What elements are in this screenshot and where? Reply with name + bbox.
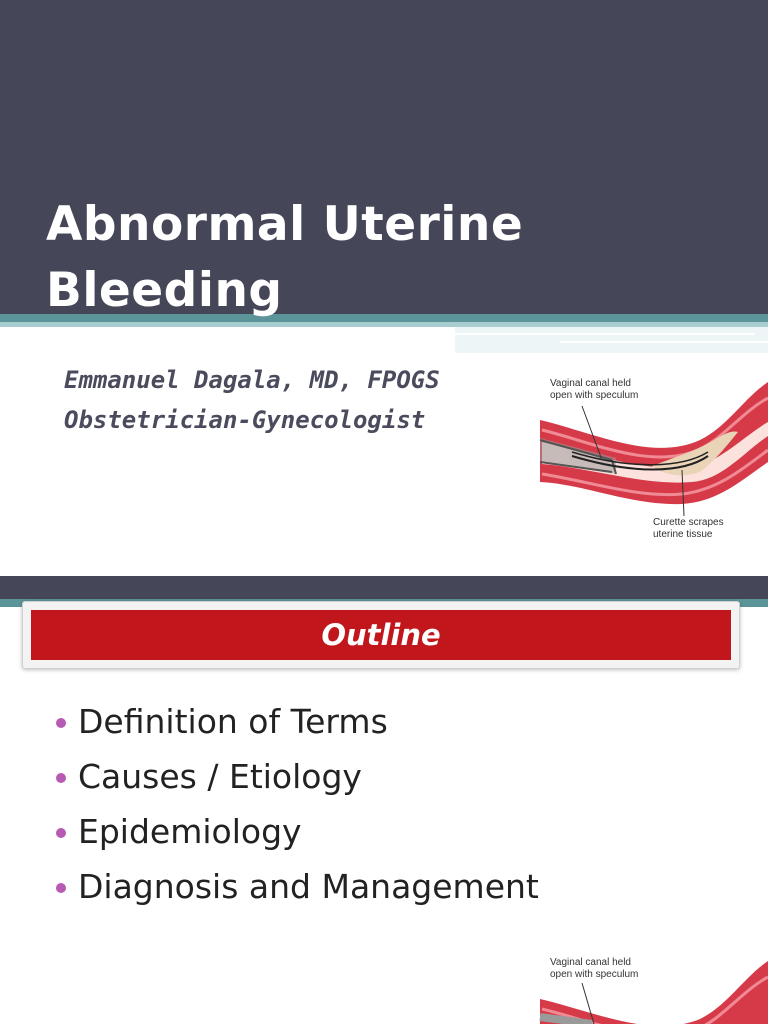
outline-slide — [0, 576, 768, 1024]
list-item: Causes / Etiology — [56, 749, 539, 804]
caption-speculum: Vaginal canal held open with speculum — [550, 957, 639, 980]
title-line-2: Bleeding — [46, 263, 283, 318]
bullet-icon — [56, 718, 66, 728]
decorative-line — [455, 333, 755, 335]
bullet-icon — [56, 883, 66, 893]
list-item: Epidemiology — [56, 804, 539, 859]
outline-heading-box — [22, 601, 740, 669]
header-strip — [0, 576, 768, 599]
bullet-icon — [56, 773, 66, 783]
outline-heading-bar — [31, 610, 731, 660]
caption-curette: Curette scrapes uterine tissue — [653, 517, 724, 540]
curettage-illustration — [532, 370, 768, 545]
list-item: Definition of Terms — [56, 694, 539, 749]
uterus-diagram — [532, 951, 768, 1024]
outline-heading: Outline — [321, 618, 441, 652]
curettage-illustration — [532, 951, 768, 1024]
author-role: Obstetrician-Gynecologist — [64, 406, 426, 434]
pale-band — [455, 327, 768, 353]
list-item: Diagnosis and Management — [56, 859, 539, 914]
bullet-icon — [56, 828, 66, 838]
decorative-line — [560, 341, 768, 343]
title-line-1: Abnormal Uterine — [46, 197, 524, 252]
author-name: Emmanuel Dagala, MD, FPOGS — [64, 366, 440, 394]
uterus-diagram — [532, 370, 768, 545]
outline-list — [56, 694, 539, 914]
caption-speculum: Vaginal canal held open with speculum — [550, 378, 639, 401]
slide-title — [46, 192, 726, 324]
